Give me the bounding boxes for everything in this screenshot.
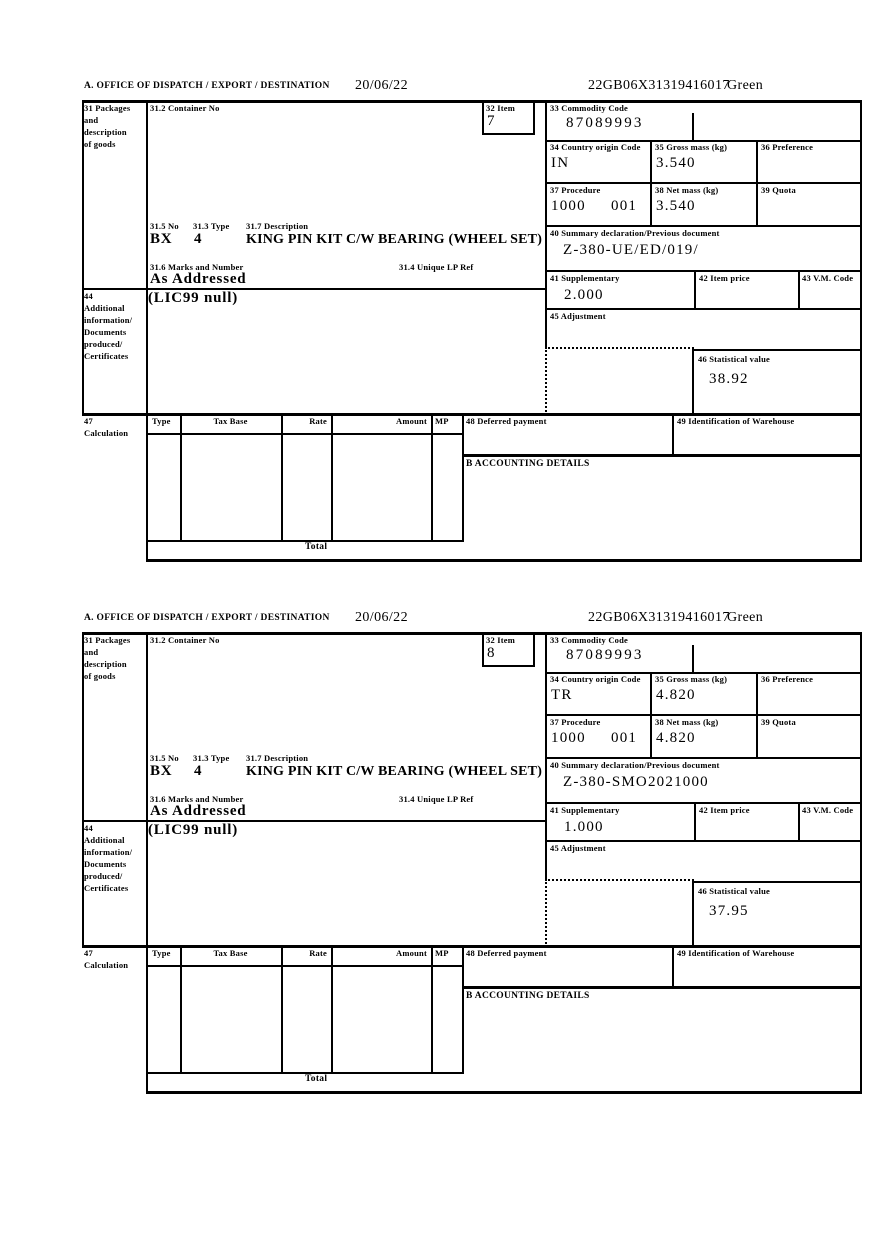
calc-table-right-line [462,413,464,540]
grid-line [798,270,800,308]
calc-col-mp: MP [435,416,449,426]
bottom-border-line [146,559,862,562]
box44-label-line: 44 [84,823,93,833]
marks-number-value: As Addressed [150,803,247,819]
preference-label: 36 Preference [761,674,814,684]
office-of-dispatch-label: A. OFFICE OF DISPATCH / EXPORT / DESTINATION [84,613,330,623]
table-header-line [148,965,464,967]
unique-lp-ref-label: 31.4 Unique LP Ref [399,262,474,272]
goods-description-value: KING PIN KIT C/W BEARING (WHEEL SET) [246,232,543,247]
vm-code-label: 43 V.M. Code [802,273,854,283]
bottom-border-line [146,1091,862,1094]
box31-label-line: and [84,115,99,125]
grid-line [545,308,862,310]
statistical-value: 37.95 [709,903,749,919]
item-box-left-line [482,632,484,667]
routing-status: Green [727,610,764,625]
goods-description-value: KING PIN KIT C/W BEARING (WHEEL SET) [246,764,543,779]
country-origin-label: 34 Country origin Code [550,142,641,152]
item-number: 8 [487,645,496,661]
statistical-value: 38.92 [709,371,749,387]
commodity-code-value: 87089993 [566,647,644,663]
box31-label-line: of goods [84,139,116,149]
item-label: 32 Item [486,635,516,645]
statistical-box-top-line [692,881,862,883]
declaration-item-section-2 [82,608,862,1108]
grid-line [694,270,696,308]
procedure-label: 37 Procedure [550,185,601,195]
statistical-box-left-line [692,349,694,415]
box44-label-line: information/ [84,315,133,325]
right-panel-left-line [545,100,547,349]
calc-col-rate: Rate [309,416,327,426]
supplementary-label: 41 Supplementary [550,805,620,815]
total-label: Total [305,1074,328,1084]
commodity-code-label: 33 Commodity Code [550,635,629,645]
net-mass-value: 3.540 [656,198,696,214]
package-type-value: 4 [194,763,203,779]
grid-line [756,140,758,225]
grid-line [545,802,862,804]
adjustment-label: 45 Adjustment [550,311,606,321]
box44-label-line: Certificates [84,883,129,893]
procedure-label: 37 Procedure [550,717,601,727]
gross-mass-label: 35 Gross mass (kg) [655,674,728,684]
box31-label-line: and [84,647,99,657]
item-box-bottom-line [482,665,535,667]
statistical-box-left-line [692,881,694,947]
package-type-value: 4 [194,231,203,247]
item-box-bottom-line [482,133,535,135]
vm-code-label: 43 V.M. Code [802,805,854,815]
declaration-date: 20/06/22 [355,78,408,93]
box44-label-line: Additional [84,835,125,845]
supplementary-label: 41 Supplementary [550,273,620,283]
preference-label: 36 Preference [761,142,814,152]
grid-line [545,757,862,759]
calc-column-line [281,413,283,540]
country-origin-label: 34 Country origin Code [550,674,641,684]
box44-label-line: information/ [84,847,133,857]
calc-column-line [431,945,433,1072]
package-no-label: 31.5 No [150,753,179,763]
description-label: 31.7 Description [246,221,309,231]
grid-line [545,270,862,272]
calc-col-rate: Rate [309,948,327,958]
box44-label-line: produced/ [84,871,123,881]
supplementary-value: 1.000 [564,819,604,835]
quota-label: 39 Quota [761,185,796,195]
container-no-label: 31.2 Container No [150,635,220,645]
box44-label-line: Documents [84,327,127,337]
previous-document-value: Z-380-UE/ED/019/ [563,242,699,258]
additional-info-value: (LIC99 null) [148,290,239,306]
gross-mass-value: 4.820 [656,687,696,703]
box44-label-line: Additional [84,303,125,313]
procedure-value-a: 1000 [551,730,586,746]
grid-line [756,672,758,757]
dotted-divider-line [545,347,694,349]
box47-label-line: 47 [84,948,93,958]
grid-line [650,672,652,757]
grid-line [650,140,652,225]
net-mass-label: 38 Net mass (kg) [655,717,719,727]
commodity-code-tick-mark [692,113,694,140]
declaration-date: 20/06/22 [355,610,408,625]
grid-line [694,802,696,840]
calc-column-line [431,413,433,540]
calc-table-right-line [462,945,464,1072]
box31-label-line: 31 Packages [84,103,131,113]
item-price-label: 42 Item price [699,805,750,815]
box31-label-line: description [84,127,127,137]
mrn-number: 22GB06X31319416017 [588,610,730,625]
item-number: 7 [487,113,496,129]
deferred-divider-line [672,413,674,455]
gross-mass-value: 3.540 [656,155,696,171]
box31-label-line: of goods [84,671,116,681]
right-border-line [860,100,862,562]
calc-column-line [331,413,333,540]
calc-column-line [180,945,182,1072]
statistical-box-top-line [692,349,862,351]
label-column-line [146,632,148,1094]
item-box-left-line [482,100,484,135]
box47-label-line: Calculation [84,428,129,438]
package-type-label: 31.3 Type [193,753,230,763]
box44-label-line: Documents [84,859,127,869]
office-of-dispatch-label: A. OFFICE OF DISPATCH / EXPORT / DESTINATION [84,81,330,91]
package-type-label: 31.3 Type [193,221,230,231]
routing-status: Green [727,78,764,93]
box44-label-line: 44 [84,291,93,301]
procedure-value-a: 1000 [551,198,586,214]
summary-declaration-label: 40 Summary declaration/Previous document [550,760,720,770]
supplementary-value: 2.000 [564,287,604,303]
item-price-label: 42 Item price [699,273,750,283]
container-no-label: 31.2 Container No [150,103,220,113]
marks-number-label: 31.6 Marks and Number [150,262,244,272]
accounting-details-label: B ACCOUNTING DETAILS [466,459,590,469]
deferred-bottom-line [462,454,862,457]
grid-line [545,840,862,842]
right-panel-left-line [545,632,547,881]
commodity-code-label: 33 Commodity Code [550,103,629,113]
deferred-payment-label: 48 Deferred payment [466,948,547,958]
summary-declaration-label: 40 Summary declaration/Previous document [550,228,720,238]
commodity-code-value: 87089993 [566,115,644,131]
table-header-line [148,433,464,435]
item-box-right-line [533,100,535,135]
calc-col-tax-base: Tax Base [213,948,248,958]
gross-mass-label: 35 Gross mass (kg) [655,142,728,152]
dotted-divider-line [545,879,694,881]
additional-info-value: (LIC99 null) [148,822,239,838]
box31-label-line: description [84,659,127,669]
package-no-label: 31.5 No [150,221,179,231]
calc-column-line [331,945,333,1072]
net-mass-label: 38 Net mass (kg) [655,185,719,195]
item-label: 32 Item [486,103,516,113]
right-border-line [860,632,862,1094]
item-box-right-line [533,632,535,667]
calc-col-type: Type [152,948,171,958]
box44-label-line: Certificates [84,351,129,361]
calc-col-mp: MP [435,948,449,958]
procedure-value-b: 001 [611,730,638,746]
net-mass-value: 4.820 [656,730,696,746]
package-no-value: BX [150,231,173,247]
country-origin-value: IN [551,155,570,171]
grid-line [545,225,862,227]
dotted-divider-line [545,347,547,415]
warehouse-id-label: 49 Identification of Warehouse [677,416,795,426]
deferred-payment-label: 48 Deferred payment [466,416,547,426]
dotted-divider-line [545,879,547,947]
box44-label-line: produced/ [84,339,123,349]
calc-col-amount: Amount [396,948,427,958]
commodity-code-tick-mark [692,645,694,672]
marks-number-value: As Addressed [150,271,247,287]
grid-line [545,714,862,716]
warehouse-id-label: 49 Identification of Warehouse [677,948,795,958]
procedure-value-b: 001 [611,198,638,214]
statistical-value-label: 46 Statistical value [698,886,770,896]
deferred-divider-line [672,945,674,987]
declaration-item-section-1 [82,76,862,576]
quota-label: 39 Quota [761,717,796,727]
deferred-bottom-line [462,986,862,989]
country-origin-value: TR [551,687,573,703]
calc-col-amount: Amount [396,416,427,426]
box47-label-line: Calculation [84,960,129,970]
calc-column-line [180,413,182,540]
adjustment-label: 45 Adjustment [550,843,606,853]
total-label: Total [305,542,328,552]
unique-lp-ref-label: 31.4 Unique LP Ref [399,794,474,804]
marks-number-label: 31.6 Marks and Number [150,794,244,804]
box47-label-line: 47 [84,416,93,426]
box31-label-line: 31 Packages [84,635,131,645]
calc-column-line [281,945,283,1072]
grid-line [545,182,862,184]
statistical-value-label: 46 Statistical value [698,354,770,364]
calc-col-tax-base: Tax Base [213,416,248,426]
package-no-value: BX [150,763,173,779]
mrn-number: 22GB06X31319416017 [588,78,730,93]
calc-col-type: Type [152,416,171,426]
previous-document-value: Z-380-SMO2021000 [563,774,709,790]
label-column-line [146,100,148,562]
grid-line [798,802,800,840]
accounting-details-label: B ACCOUNTING DETAILS [466,991,590,1001]
description-label: 31.7 Description [246,753,309,763]
